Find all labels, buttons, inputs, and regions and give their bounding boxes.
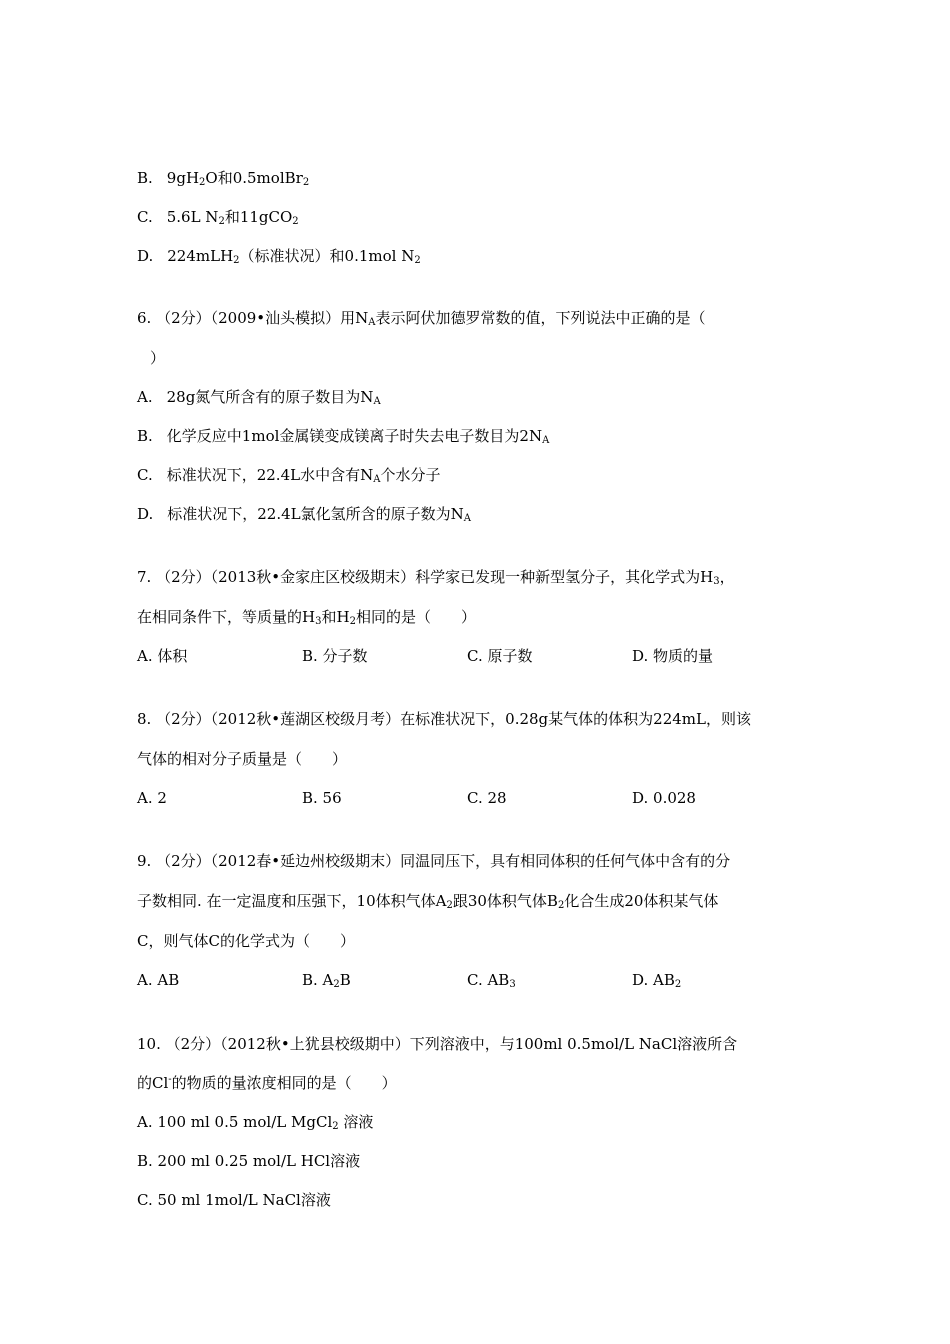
q9-option-a: A. AB <box>137 971 180 989</box>
q6-option-c: C. 标准状况下，22.4L水中含有$N_A$个水分子 <box>137 466 441 485</box>
q7-option-b: B. 分子数 <box>302 647 368 665</box>
q9-stem-line3: C，则气体C的化学式为（ ） <box>137 932 355 950</box>
q6-stem: 6. （2分）（2009•汕头模拟）用$N_A$表示阿伏加德罗常数的值，下列说法中正确的是（ <box>137 309 706 328</box>
q7-option-d: D. 物质的量 <box>632 647 714 665</box>
q6-option-b: B. 化学反应中1mol金属镁变成镁离子时失去电子数目为$2N_A$ <box>137 427 550 446</box>
q10-option-a: A. 100 ml 0.5 mol/L MgCl$_2$ 溶液 <box>137 1113 374 1132</box>
q6-option-d: D. 标准状况下，22.4L氯化氢所含的原子数为$N_A$ <box>137 505 471 524</box>
q9-option-c: C. $AB_3$ <box>467 971 516 990</box>
q8-stem-line1: 8. （2分）（2012秋•莲湖区校级月考）在标准状况下，0.28g某气体的体积为224mL，则该 <box>137 710 751 728</box>
q8-option-b: B. 56 <box>302 789 342 807</box>
q7-option-a: A. 体积 <box>137 647 188 665</box>
q5-option-b: B. $9gH_2O$和0.5molBr$_2$ <box>137 169 310 188</box>
q9-option-d: D. $AB_2$ <box>632 971 682 990</box>
q10-stem-line2: 的Cl-的物质的量浓度相同的是（ ） <box>137 1074 397 1092</box>
q10-option-b: B. 200 ml 0.25 mol/L HCl溶液 <box>137 1152 361 1170</box>
q6-option-a: A. 28g氮气所含有的原子数目为$N_A$ <box>137 388 381 407</box>
q9-stem-line1: 9. （2分）（2012春•延边州校级期末）同温同压下，具有相同体积的任何气体中含有的分 <box>137 852 731 870</box>
q7-option-c: C. 原子数 <box>467 647 533 665</box>
q8-option-a: A. 2 <box>137 789 167 807</box>
q8-option-d: D. 0.028 <box>632 789 696 807</box>
q8-option-c: C. 28 <box>467 789 507 807</box>
q10-option-c: C. 50 ml 1mol/L NaCl溶液 <box>137 1191 331 1209</box>
q8-stem-line2: 气体的相对分子质量是（ ） <box>137 750 348 768</box>
q10-stem-line1: 10. （2分）（2012秋•上犹县校级期中）下列溶液中，与100ml 0.5mol/L NaCl溶液所含 <box>137 1035 738 1053</box>
q7-stem-line1: 7. （2分）（2013秋•金家庄区校级期末）科学家已发现一种新型氢分子，其化学式为$H_3$， <box>137 568 735 587</box>
q6-stem-end: ） <box>150 349 166 367</box>
q9-option-b: B. $A_2B$ <box>302 971 351 990</box>
q7-stem-line2: 在相同条件下，等质量的$H_3$和$H_2$相同的是（ ） <box>137 608 476 627</box>
q5-option-d: D. 224mLH$_2$（标准状况）和0.1mol $N_2$ <box>137 247 421 266</box>
q9-stem-line2: 子数相同. 在一定温度和压强下，10体积气体$A_2$跟30体积气体$B_2$化合生成20体积某气体 <box>137 892 719 911</box>
q5-option-c: C. 5.6L $N_2$和11gCO$_2$ <box>137 208 299 227</box>
